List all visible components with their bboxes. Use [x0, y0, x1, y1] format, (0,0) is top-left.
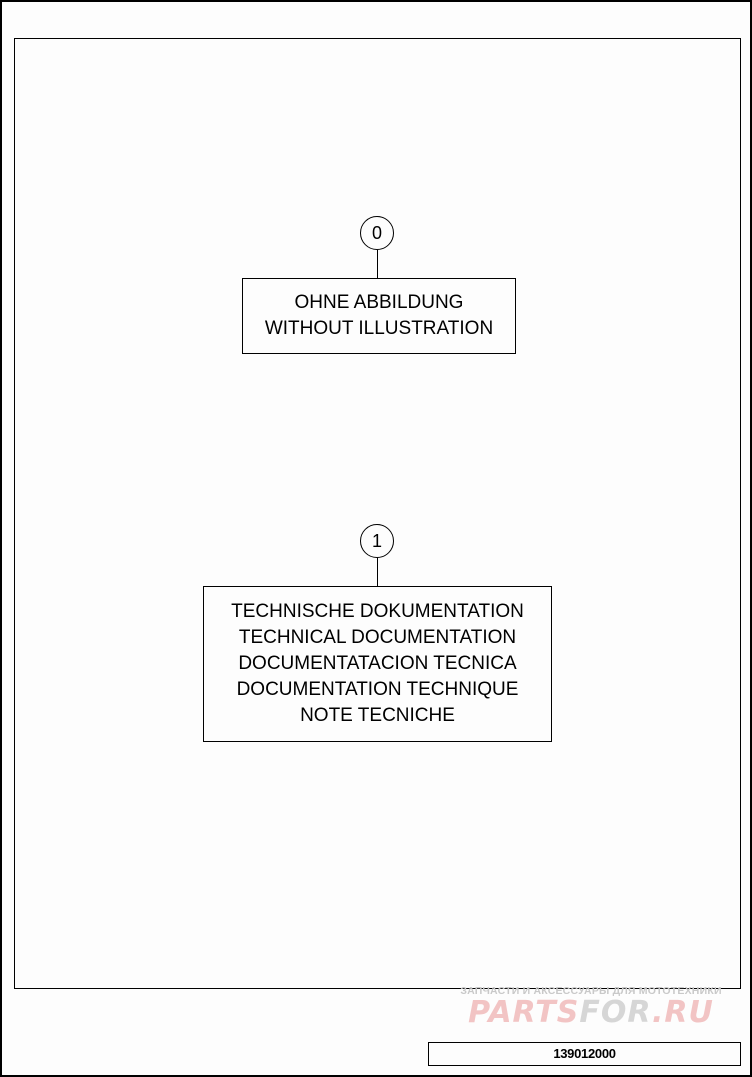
- watermark-logo-for: FOR: [579, 995, 653, 1030]
- watermark-logo: [438, 997, 744, 1029]
- drawing-number: 139012000: [553, 1046, 616, 1061]
- label-box-1: [203, 586, 552, 742]
- watermark-tagline: ЗАПЧАСТИ И АКСЕССУАРЫ ДЛЯ МОТОТЕХНИКИ: [460, 985, 722, 997]
- label-0-line-2: WITHOUT ILLUSTRATION: [264, 318, 494, 339]
- watermark-logo-parts: PARTS: [468, 995, 580, 1030]
- leader-line-0: [377, 250, 378, 280]
- label-1-line-4: DOCUMENTATION TECHNIQUE: [236, 679, 519, 700]
- leader-line-1: [377, 558, 378, 588]
- label-1-line-3: DOCUMENTATACION TECNICA: [238, 653, 517, 674]
- drawing-frame: [14, 38, 741, 989]
- label-1-line-1: TECHNISCHE DOKUMENTATION: [231, 601, 524, 622]
- callout-0-number: 0: [371, 223, 382, 243]
- label-box-0: [242, 278, 516, 354]
- watermark-logo-ru: .RU: [652, 995, 714, 1030]
- watermark: [438, 985, 744, 1029]
- label-1-line-5: NOTE TECNICHE: [300, 705, 455, 726]
- label-1-line-2: TECHNICAL DOCUMENTATION: [238, 627, 517, 648]
- drawing-number-box: [428, 1042, 741, 1066]
- callout-0: [360, 216, 394, 250]
- label-0-line-1: OHNE ABBILDUNG: [294, 292, 464, 313]
- callout-1-number: 1: [371, 531, 382, 551]
- callout-1: [360, 524, 394, 558]
